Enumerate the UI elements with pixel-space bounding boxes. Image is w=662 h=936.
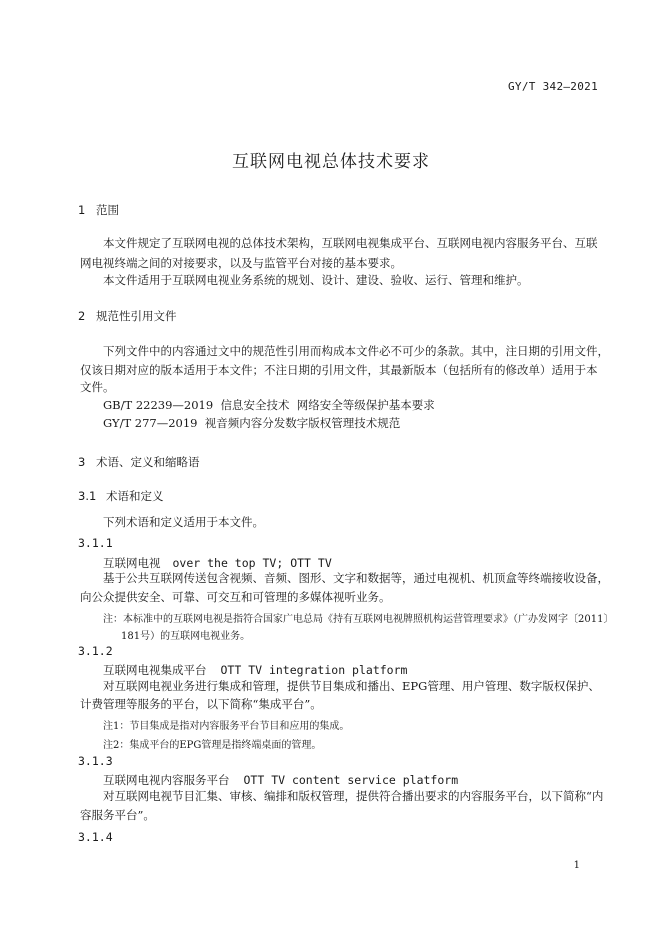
term-en: OTT TV integration platform xyxy=(220,663,408,677)
term-number: 3.1.1 xyxy=(78,536,113,550)
paragraph-line: 本文件规定了互联网电视的总体技术架构，互联网电视集成平台、互联网电视内容服务平台、互联 xyxy=(103,236,598,250)
paragraph-line: 网电视终端之间的对接要求，以及与监管平台对接的基本要求。 xyxy=(80,256,402,270)
term-zh: 互联网电视内容服务平台 xyxy=(103,773,230,787)
page-title: 互联网电视总体技术要求 xyxy=(232,152,430,172)
section-title: 范围 xyxy=(96,203,119,217)
paragraph-line: 下列文件中的内容通过文中的规范性引用而构成本文件必不可少的条款。其中，注日期的引用文件， xyxy=(103,344,609,358)
note-line: 注1：节目集成是指对内容服务平台节目和应用的集成。 xyxy=(103,721,350,732)
paragraph-line: 本文件适用于互联网电视业务系统的规划、设计、建设、验收、运行、管理和维护。 xyxy=(103,273,529,287)
definition-line: 容服务平台”。 xyxy=(80,808,155,822)
normative-reference: GY/T 277—2019 视音频内容分发数字版权管理技术规范 xyxy=(103,416,401,430)
subsection-3-1-heading xyxy=(78,488,164,504)
standard-number: GY/T 342—2021 xyxy=(508,80,598,93)
section-title: 术语、定义和缩略语 xyxy=(96,455,200,469)
section-title: 规范性引用文件 xyxy=(96,309,177,323)
definition-line: 计费管理等服务的平台，以下简称“集成平台”。 xyxy=(80,697,322,711)
paragraph-line: 文件。 xyxy=(80,380,115,394)
note-line: 注：本标准中的互联网电视是指符合国家广电总局《持有互联网电视牌照机构运营管理要求》（广办发网字〔2011〕 xyxy=(103,614,614,625)
note-line: 181号）的互联网电视业务。 xyxy=(121,631,251,642)
section-number: 2 xyxy=(78,309,86,323)
section-number: 1 xyxy=(78,203,86,217)
page-number: 1 xyxy=(573,860,580,871)
note-line: 注2：集成平台的EPG管理是指终端桌面的管理。 xyxy=(103,740,322,751)
term-zh: 互联网电视集成平台 xyxy=(103,663,207,677)
section-number: 3 xyxy=(78,455,86,469)
term-number: 3.1.2 xyxy=(78,644,113,658)
paragraph-line: 仅该日期对应的版本适用于本文件；不注日期的引用文件，其最新版本（包括所有的修改单）适用于本 xyxy=(80,363,598,377)
section-2-heading xyxy=(78,308,177,324)
section-1-heading xyxy=(78,202,119,218)
definition-line: 向公众提供安全、可靠、可交互和可管理的多媒体视听业务。 xyxy=(80,590,391,604)
section-3-heading xyxy=(78,454,200,470)
normative-reference: GB/T 22239—2019 信息安全技术 网络安全等级保护基本要求 xyxy=(103,398,435,412)
definition-line: 对互联网电视节目汇集、审核、编排和版权管理，提供符合播出要求的内容服务平台，以下简称“内 xyxy=(103,789,604,803)
paragraph-line: 下列术语和定义适用于本文件。 xyxy=(103,515,264,529)
definition-line: 基于公共互联网传送包含视频、音频、图形、文字和数据等，通过电视机、机顶盒等终端接收设备， xyxy=(103,571,609,585)
subsection-title: 术语和定义 xyxy=(106,489,164,503)
term-zh: 互联网电视 xyxy=(103,556,161,570)
term-number: 3.1.4 xyxy=(78,830,113,844)
term-number: 3.1.3 xyxy=(78,754,113,768)
term-en: over the top TV; OTT TV xyxy=(172,556,332,570)
subsection-number: 3.1 xyxy=(78,489,97,503)
term-en: OTT TV content service platform xyxy=(243,773,459,787)
definition-line: 对互联网电视业务进行集成和管理，提供节目集成和播出、EPG管理、用户管理、数字版权保护、 xyxy=(103,679,600,693)
